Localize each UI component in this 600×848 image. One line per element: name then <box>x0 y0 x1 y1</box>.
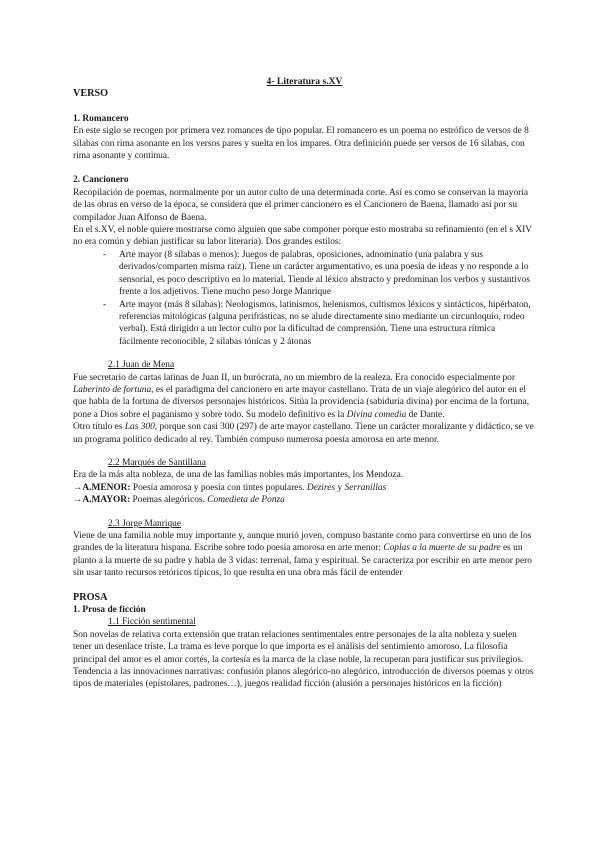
styles-list <box>73 249 536 348</box>
paragraph-mena-1: Fue secretario de cartas latinas de Juan II, un burócrata, no un miembro de la realeza. Era conocido especialmente por Laberinto de fortuna, es el paradigma del cancionero en arte mayor castellano. Trata de un viaje alegórico del autor en el que habla de la fortuna de diversos personajes históricos. Sitúa la providencia (sabiduría divina) por encima de la fortuna, pone a Dios sobre el paganismo y sobre todo. Su modelo definitivo es la Divina comedia de Dante. <box>73 372 530 420</box>
list-item: - Arte mayor (más 8 sílabas): Neologismos, latinismos, helenismos, cultismos léxicos y sintácticos, hipérbaton, referencias mitológicas (alguna perifrásticas, no se alude directamente sino mediante un circunloquio, rodeo verbal). Está dirigido a un lector culto por la dificultad de comprensión. Tiene una estructura rítmica fácilmente reconocible, 2 sílabas tónicas y 2 átonas <box>103 299 536 349</box>
heading-romancero: 1. Romancero <box>73 113 129 124</box>
paragraph-romancero: En este siglo se recogen por primera vez romances de tipo popular. El romancero es un poema no estrófico de versos de 8 sílabas con rima asonante en los versos pares y suelta en los impares. Otra definición puede ser versos de 16 sílabas, con rima asonante y continua. <box>73 126 529 162</box>
paragraph-cancionero-1: Recopilación de poemas, normalmente por un autor culto de una determinada corte. Así es como se conservan la mayoría de las obras en verso de la época, se considera que el primer cancionero es el Cancionero de Baena, llamado así por su compilador Juan Alfonso de Baena. <box>73 187 529 223</box>
arte-menor-line: →A.MENOR: Poesía amorosa y poesía con tintes populares. Dezires y Serranillas <box>73 482 387 493</box>
section-heading-prosa: PROSA <box>73 591 108 603</box>
heading-ficcion-sentimental: 1.1 Ficción sentimental <box>108 617 196 628</box>
heading-santillana: 2.2 Marqués de Santillana <box>108 457 206 468</box>
list-item: - Arte mayor (8 sílabas o menos): Juegos de palabras, oposiciones, adnominatio (una palabra y sus derivados/comparten misma raíz). Tiene un carácter argumentativo, es una poesía de ideas y no responde a lo sensorial, es poco descriptivo en lo material. Tiende al léxico abstracto y predominan los verbos y sustantivos frente a los adjetivos. Tiene mucho peso Jorge Manrique <box>103 249 536 299</box>
heading-cancionero: 2. Cancionero <box>73 175 129 186</box>
heading-manrique: 2.3 Jorge Manrique <box>108 518 181 529</box>
document-title: 4- Literatura s.XV <box>266 76 343 87</box>
paragraph-cancionero-2: En el s.XV, el noble quiere mostrarse como alguien que sabe componer porque esto mostraba su refinamiento (en el s XIV no era común y debían justificar su labor literaria). Dos grandes estilos: <box>73 225 532 248</box>
arte-mayor-line: →A.MAYOR: Poemas alegóricos. Comedieta de Ponza <box>73 495 285 506</box>
paragraph-manrique: Viene de una familia noble muy importante y, aunque murió joven, compuso bastante como para convertirse en uno de los grandes de la literatura hispana. Escribe sobre todo poesía amorosa en arte menor: Coplas a la muerte de su padre es un planto a la muerte de su padre y habla de 3 vidas: terrenal, fama y espiritual. Se caracteriza por escribir en arte menor pero sin usar tanto recursos retóricos típicos, lo que resulta en una obra más fácil de entender <box>73 531 532 579</box>
paragraph-santillana: Era de la más alta nobleza, de una de las familias nobles más importantes, los Mendoza. <box>73 470 404 481</box>
section-heading-verso: VERSO <box>73 88 109 100</box>
heading-prosa-ficcion: 1. Prosa de ficción <box>73 605 146 616</box>
paragraph-mena-2: Otro título es Las 300, porque son casi 300 (297) de arte mayor castellano. Tiene un carácter moralizante y didáctico, se ve un programa político dedicado al rey. También compuso numerosa poesía amorosa en arte menor. <box>73 422 534 445</box>
heading-juan-de-mena: 2.1 Juan de Mena <box>108 360 175 371</box>
paragraph-ficcion-sentimental: Son novelas de relativa corta extensión que tratan relaciones sentimentales entre personajes de la alta nobleza y suelen tener un desenlace triste. La trama es leve porque lo que importa es el análisis del sentimiento amoroso. La filosofía principal del amor es el amor cortés, la cortesía es la marca de la clase noble, la recuperan para justificar sus privilegios. Tendencia a las innovaciones narrativas: confusión planos alegórico-no alegórico, introducción de diversos poemas y otros tipos de materiales (epístolares, padrones…), juegos realidad ficción (alusión a personajes históricos en la ficción) <box>73 629 534 690</box>
